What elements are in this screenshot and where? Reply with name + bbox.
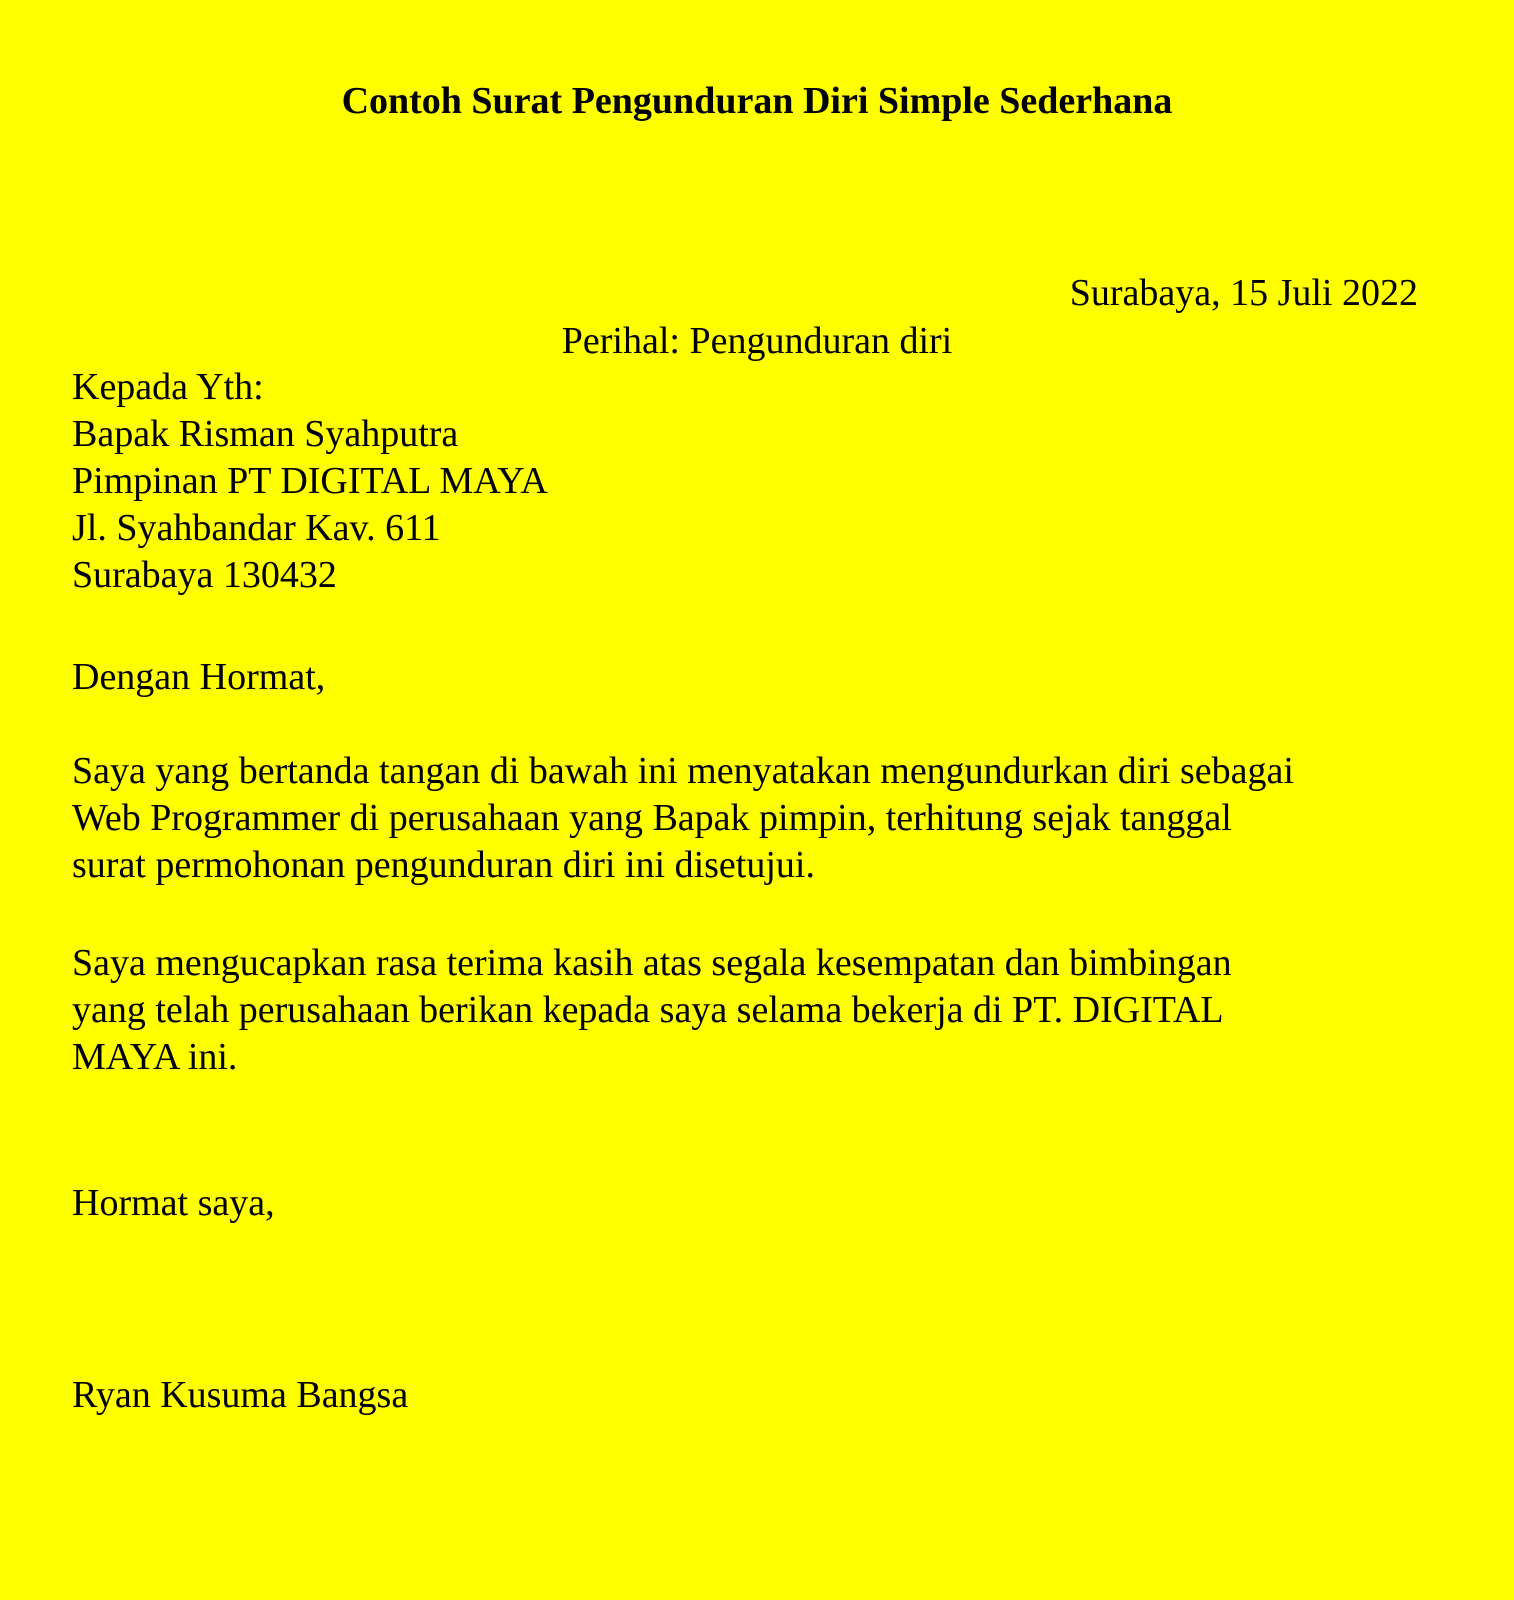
salutation	[72, 654, 325, 701]
paragraph-line: Saya yang bertanda tangan di bawah ini menyatakan mengundurkan diri sebagai	[72, 750, 1294, 792]
paragraph-line: yang telah perusahaan berikan kepada saya selama bekerja di PT. DIGITAL	[72, 989, 1224, 1031]
recipient-position: Pimpinan PT DIGITAL MAYA	[72, 460, 548, 502]
date-line: Surabaya, 15 Juli 2022	[1069, 272, 1418, 314]
paragraph-line: MAYA ini.	[72, 1036, 238, 1078]
subject-line: Perihal: Pengunduran diri	[561, 320, 953, 362]
document-title: Contoh Surat Pengunduran Diri Simple Sederhana	[341, 80, 1173, 122]
paragraph-line: Web Programmer di perusahaan yang Bapak pimpin, terhitung sejak tanggal	[72, 797, 1232, 839]
recipient-greeting: Kepada Yth:	[72, 366, 264, 408]
paragraph-resignation	[72, 748, 1294, 889]
recipient-city: Surabaya 130432	[72, 554, 337, 596]
recipient-name: Bapak Risman Syahputra	[72, 413, 459, 455]
paragraph-line: Saya mengucapkan rasa terima kasih atas segala kesempatan dan bimbingan	[72, 942, 1232, 984]
paragraph-line: surat permohonan pengunduran diri ini disetujui.	[72, 844, 815, 886]
recipient-address: Jl. Syahbandar Kav. 611	[72, 507, 441, 549]
recipient-block	[72, 364, 548, 599]
salutation-text: Dengan Hormat,	[72, 656, 326, 698]
signer-name: Ryan Kusuma Bangsa	[72, 1374, 409, 1416]
signature-block	[72, 1372, 408, 1419]
closing-text: Hormat saya,	[72, 1182, 275, 1224]
closing	[72, 1180, 275, 1227]
paragraph-thanks	[72, 940, 1232, 1081]
